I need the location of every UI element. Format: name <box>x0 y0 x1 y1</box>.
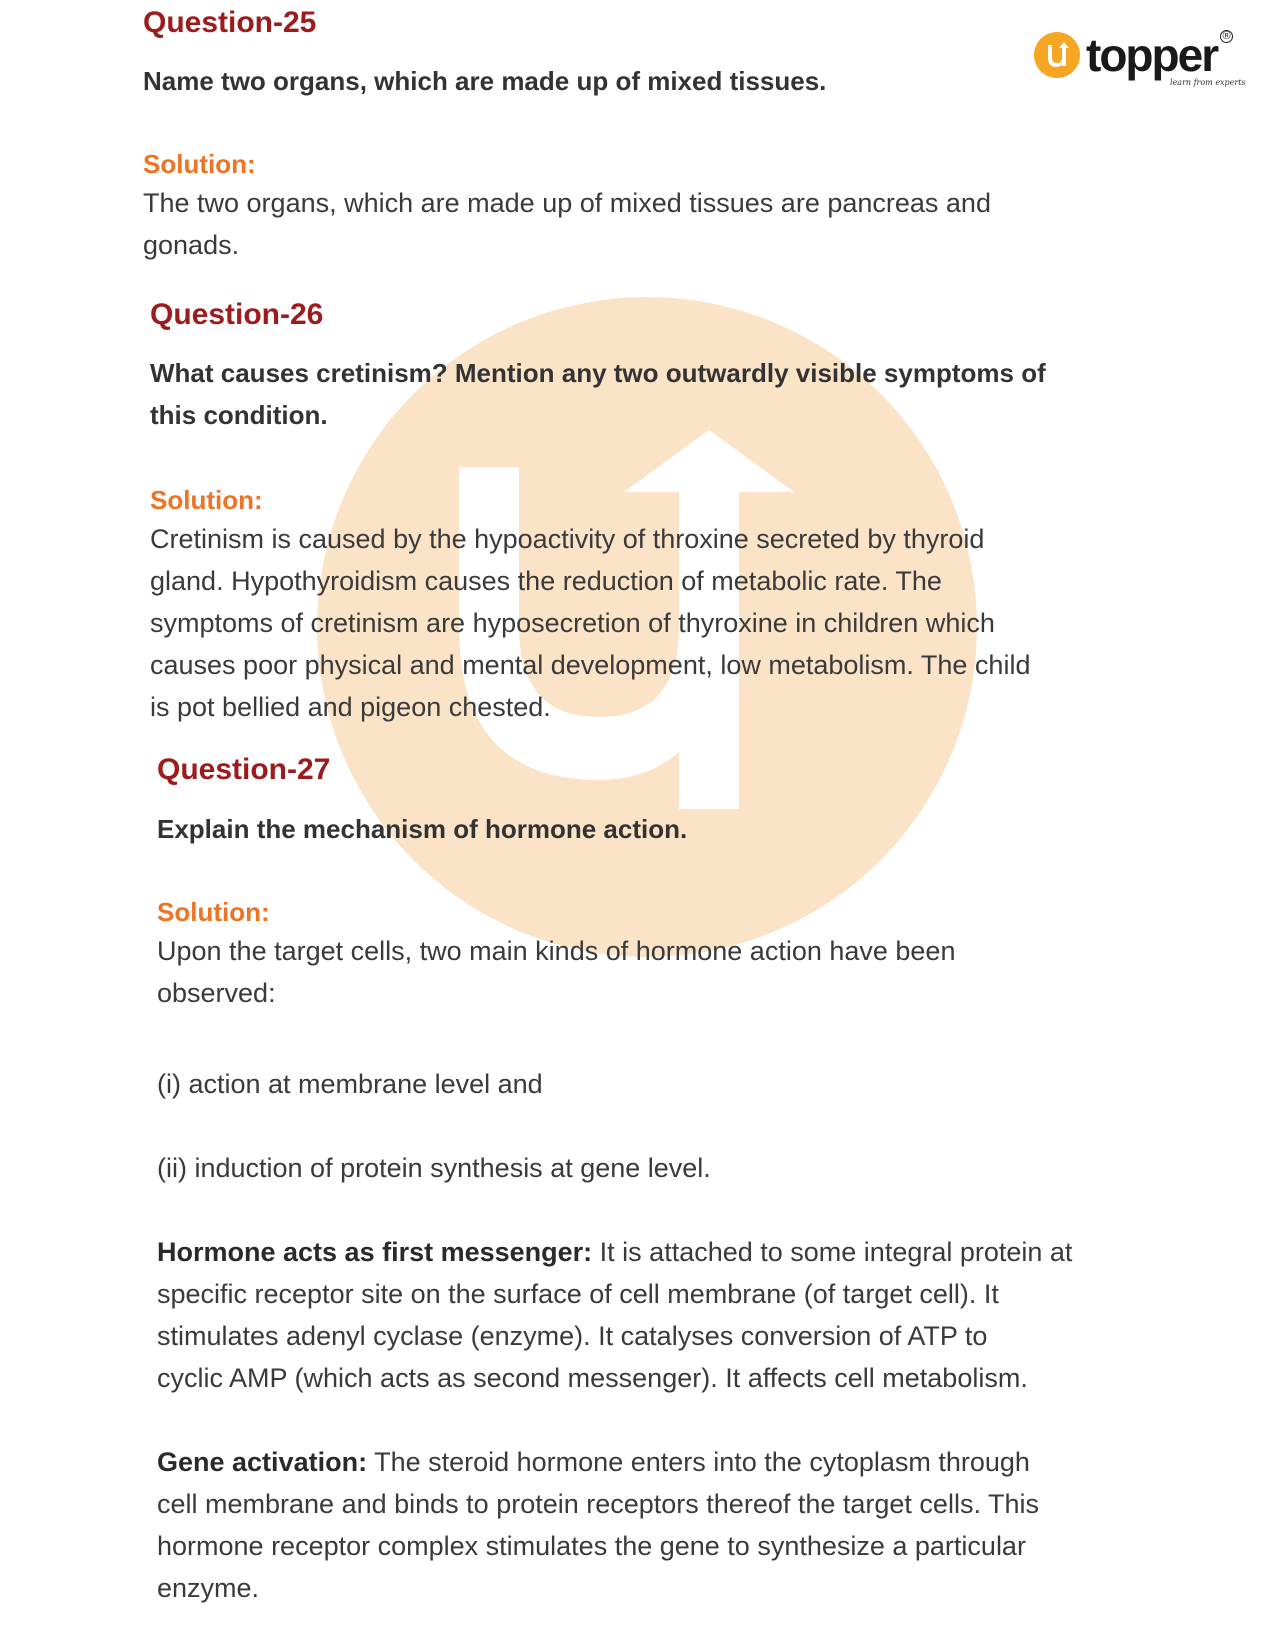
paragraph-line <box>157 1231 1117 1273</box>
question-text: What causes cretinism? Mention any two outwardly visible symptoms of <box>150 358 1046 388</box>
solution-line: Upon the target cells, two main kinds of hormone action have been <box>157 936 956 966</box>
topper-logo <box>1034 28 1246 98</box>
question-text: Explain the mechanism of hormone action. <box>157 814 688 844</box>
solution-line: The two organs, which are made up of mixed tissues are pancreas and <box>143 188 991 218</box>
solution-line: is pot bellied and pigeon chested. <box>150 692 551 722</box>
question-26-solution <box>150 482 1110 728</box>
paragraph-line: stimulates adenyl cyclase (enzyme). It catalyses conversion of ATP to <box>157 1321 988 1351</box>
question-25-block <box>143 6 1103 40</box>
question-title: Question-26 <box>150 298 324 331</box>
solution-line: gonads. <box>143 230 240 260</box>
question-title: Question-27 <box>157 753 331 786</box>
solution-line: gland. Hypothyroidism causes the reduction of metabolic rate. The <box>150 566 942 596</box>
paragraph-text: It is attached to some integral protein at <box>592 1237 1073 1267</box>
question-27-solution <box>157 894 1117 1014</box>
question-text: Name two organs, which are made up of mixed tissues. <box>143 66 827 96</box>
question-27-block <box>157 753 1117 787</box>
paragraph-line: cyclic AMP (which acts as second messenger). It affects cell metabolism. <box>157 1363 1028 1393</box>
question-27-text-block <box>157 808 1117 850</box>
list-item-1 <box>157 1063 1117 1105</box>
question-25-text-block <box>143 60 1103 102</box>
question-25-solution <box>143 146 1103 266</box>
solution-label: Solution: <box>143 149 256 179</box>
paragraph-line: hormone receptor complex stimulates the gene to synthesize a particular <box>157 1531 1026 1561</box>
paragraph-heading: Gene activation: <box>157 1447 368 1477</box>
paragraph-heading: Hormone acts as first messenger: <box>157 1237 593 1267</box>
solution-list-item: (i) action at membrane level and <box>157 1069 543 1099</box>
question-title: Question-25 <box>143 6 317 39</box>
paragraph-line: specific receptor site on the surface of cell membrane (of target cell). It <box>157 1279 999 1309</box>
question-26-text-block <box>150 352 1110 436</box>
logo-tagline: learn from experts <box>1170 78 1246 87</box>
solution-line: causes poor physical and mental development, low metabolism. The child <box>150 650 1031 680</box>
solution-line: Cretinism is caused by the hypoactivity of throxine secreted by thyroid <box>150 524 985 554</box>
paragraph-text: The steroid hormone enters into the cytoplasm through <box>367 1447 1030 1477</box>
list-item-2 <box>157 1147 1117 1189</box>
logo-brand-text: topper <box>1086 29 1218 81</box>
paragraph-line <box>157 1441 1117 1483</box>
gene-activation-paragraph <box>157 1441 1117 1609</box>
question-26-block <box>150 298 1110 332</box>
solution-line: observed: <box>157 978 276 1008</box>
paragraph-line: enzyme. <box>157 1573 260 1603</box>
solution-list-item: (ii) induction of protein synthesis at gene level. <box>157 1153 711 1183</box>
solution-label: Solution: <box>157 897 270 927</box>
topper-u-icon <box>1034 32 1080 78</box>
question-text: this condition. <box>150 400 328 430</box>
paragraph-line: cell membrane and binds to protein receptors thereof the target cells. This <box>157 1489 1039 1519</box>
solution-label: Solution: <box>150 485 263 515</box>
registered-mark: ® <box>1220 30 1233 43</box>
solution-line: symptoms of cretinism are hyposecretion of thyroxine in children which <box>150 608 995 638</box>
first-messenger-paragraph <box>157 1231 1117 1399</box>
